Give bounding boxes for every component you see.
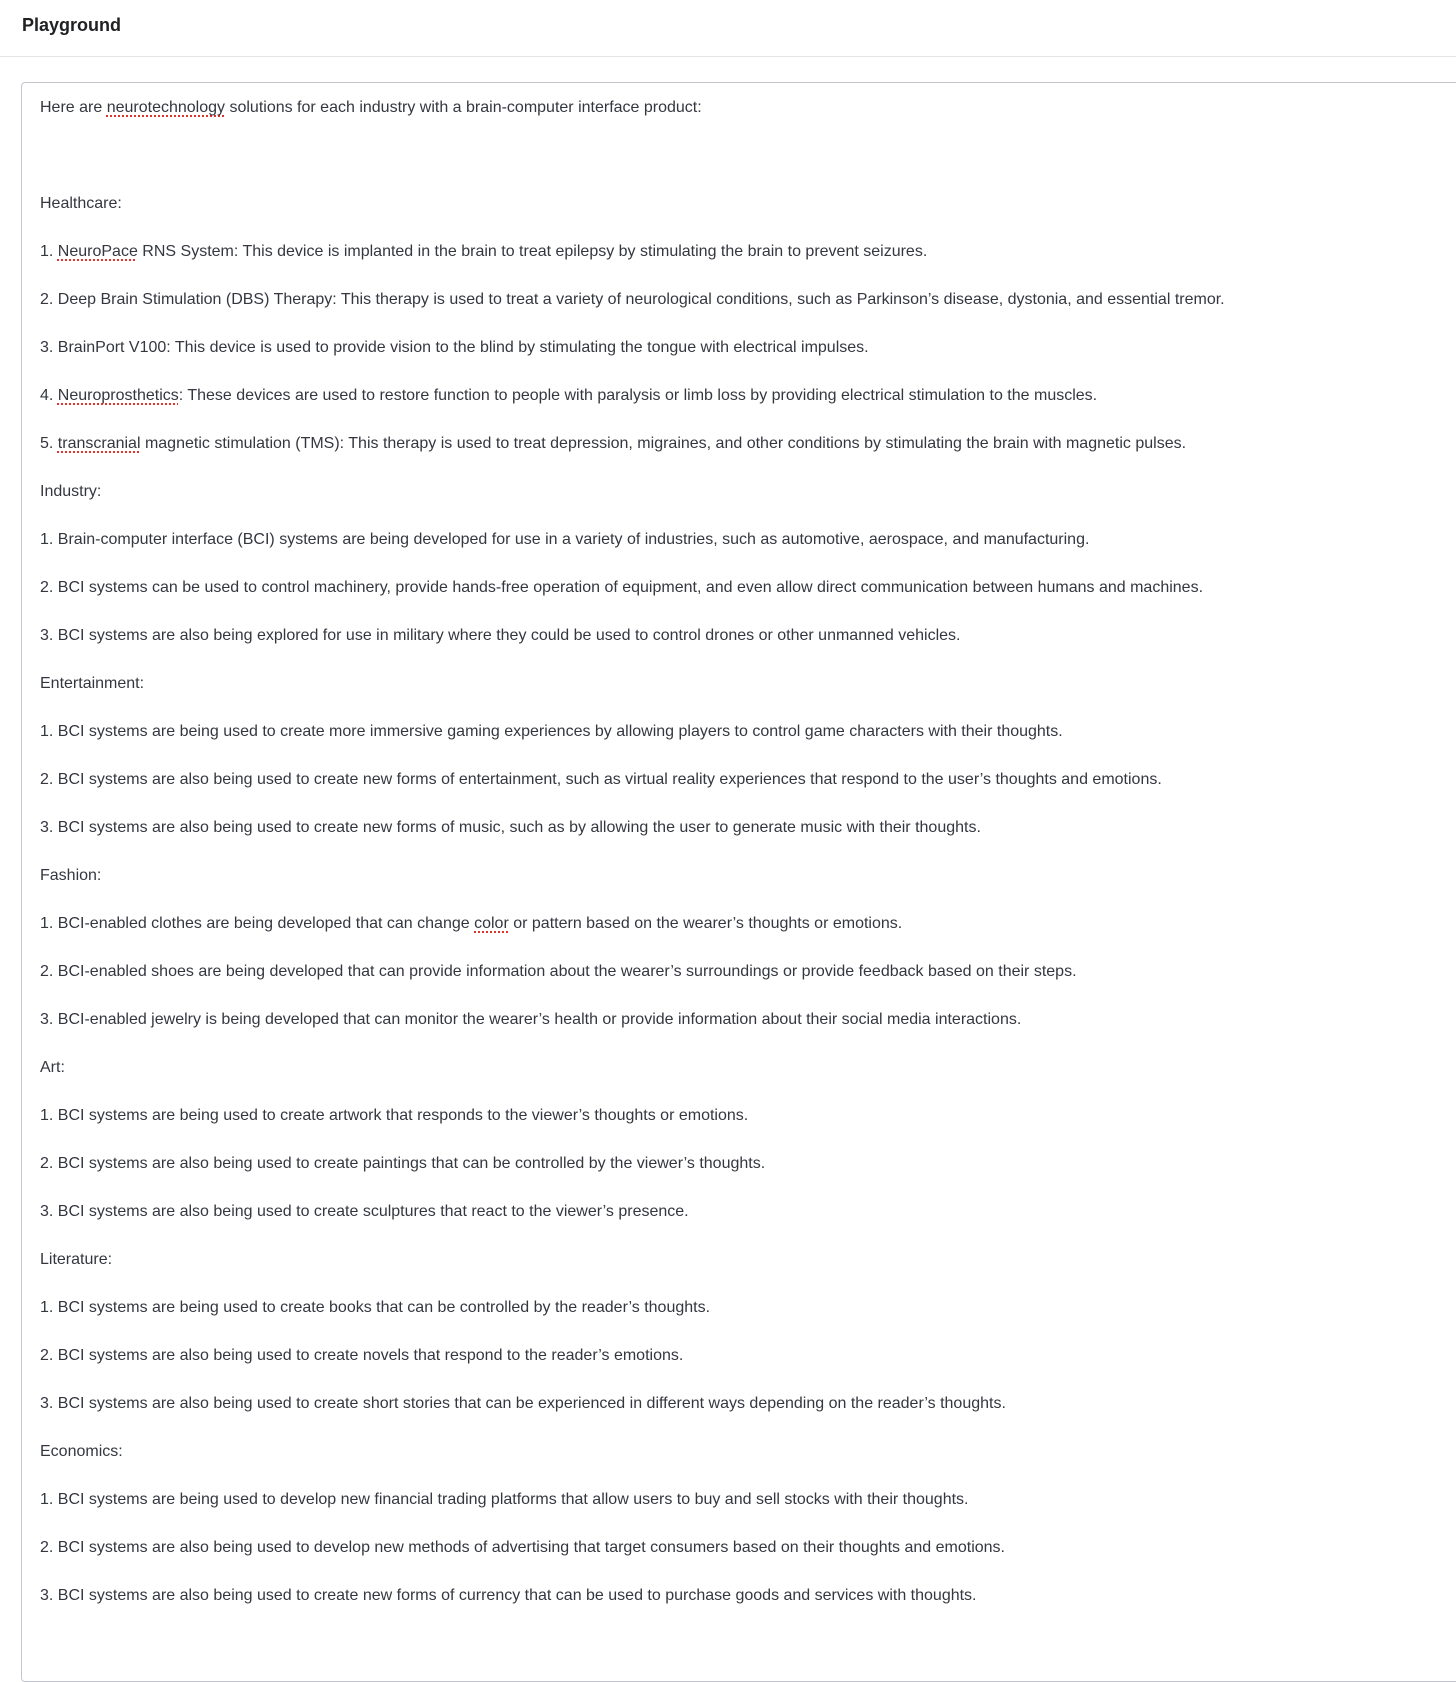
list-item: 2. BCI systems are also being used to create new forms of entertainment, such as virtual reality experiences that respond to the user’s thoughts and emotions. <box>40 771 1162 788</box>
list-item: 2. BCI systems are also being used to create paintings that can be controlled by the viewer’s thoughts. <box>40 1155 766 1172</box>
list-item: 3. BrainPort V100: This device is used to provide vision to the blind by stimulating the tongue with electrical impulses. <box>40 339 869 356</box>
editor-content[interactable] <box>40 96 1440 1632</box>
section-heading-economics: Economics: <box>40 1443 123 1460</box>
intro-line: Here are neurotechnology solutions for each industry with a brain-computer interface product: <box>40 99 702 116</box>
list-item: 5. transcranial magnetic stimulation (TMS): This therapy is used to treat depression, migraines, and other conditions by stimulating the brain with magnetic pulses. <box>40 435 1187 452</box>
list-item: 3. BCI systems are also being explored for use in military where they could be used to control drones or other unmanned vehicles. <box>40 627 961 644</box>
list-item: 2. BCI systems can be used to control machinery, provide hands-free operation of equipment, and even allow direct communication between humans and machines. <box>40 579 1204 596</box>
list-item: 2. Deep Brain Stimulation (DBS) Therapy: This therapy is used to treat a variety of neurological conditions, such as Parkinson’s disease, dystonia, and essential tremor. <box>40 291 1225 308</box>
misspelled-word[interactable]: NeuroPace <box>57 243 138 260</box>
top-bar <box>0 0 1456 57</box>
list-item: 4. Neuroprosthetics: These devices are used to restore function to people with paralysis or limb loss by providing electrical stimulation to the muscles. <box>40 387 1098 404</box>
list-item: 1. NeuroPace RNS System: This device is implanted in the brain to treat epilepsy by stimulating the brain to prevent seizures. <box>40 243 928 260</box>
misspelled-word[interactable]: color <box>474 915 509 932</box>
list-item: 3. BCI systems are also being used to create new forms of currency that can be used to purchase goods and services with thoughts. <box>40 1587 977 1604</box>
section-heading-art: Art: <box>40 1059 65 1076</box>
list-item: 2. BCI systems are also being used to develop new methods of advertising that target consumers based on their thoughts and emotions. <box>40 1539 1005 1556</box>
section-heading-literature: Literature: <box>40 1251 113 1268</box>
list-item: 1. BCI systems are being used to create more immersive gaming experiences by allowing players to control game characters with their thoughts. <box>40 723 1063 740</box>
list-item: 1. BCI systems are being used to create artwork that responds to the viewer’s thoughts or emotions. <box>40 1107 749 1124</box>
page-title: Playground <box>22 15 122 35</box>
misspelled-word[interactable]: transcranial <box>57 435 141 452</box>
list-item: 1. BCI-enabled clothes are being developed that can change color or pattern based on the wearer’s thoughts or emotions. <box>40 915 903 932</box>
misspelled-word[interactable]: neurotechnology <box>106 99 226 116</box>
list-item: 1. Brain-computer interface (BCI) systems are being developed for use in a variety of industries, such as automotive, aerospace, and manufacturing. <box>40 531 1090 548</box>
list-item: 3. BCI systems are also being used to create sculptures that react to the viewer’s presence. <box>40 1203 689 1220</box>
list-item: 2. BCI-enabled shoes are being developed that can provide information about the wearer’s surroundings or provide feedback based on their steps. <box>40 963 1077 980</box>
section-heading-healthcare: Healthcare: <box>40 195 122 212</box>
prompt-editor[interactable] <box>21 82 1456 1682</box>
list-item: 2. BCI systems are also being used to create novels that respond to the reader’s emotions. <box>40 1347 684 1364</box>
section-heading-entertainment: Entertainment: <box>40 675 145 692</box>
list-item: 1. BCI systems are being used to develop new financial trading platforms that allow users to buy and sell stocks with their thoughts. <box>40 1491 969 1508</box>
list-item: 3. BCI-enabled jewelry is being developed that can monitor the wearer’s health or provide information about their social media interactions. <box>40 1011 1022 1028</box>
list-item: 3. BCI systems are also being used to create new forms of music, such as by allowing the user to generate music with their thoughts. <box>40 819 981 836</box>
list-item: 3. BCI systems are also being used to create short stories that can be experienced in different ways depending on the reader’s thoughts. <box>40 1395 1006 1412</box>
section-heading-fashion: Fashion: <box>40 867 102 884</box>
misspelled-word[interactable]: Neuroprosthetics <box>57 387 179 404</box>
list-item: 1. BCI systems are being used to create books that can be controlled by the reader’s thoughts. <box>40 1299 711 1316</box>
section-heading-industry: Industry: <box>40 483 102 500</box>
